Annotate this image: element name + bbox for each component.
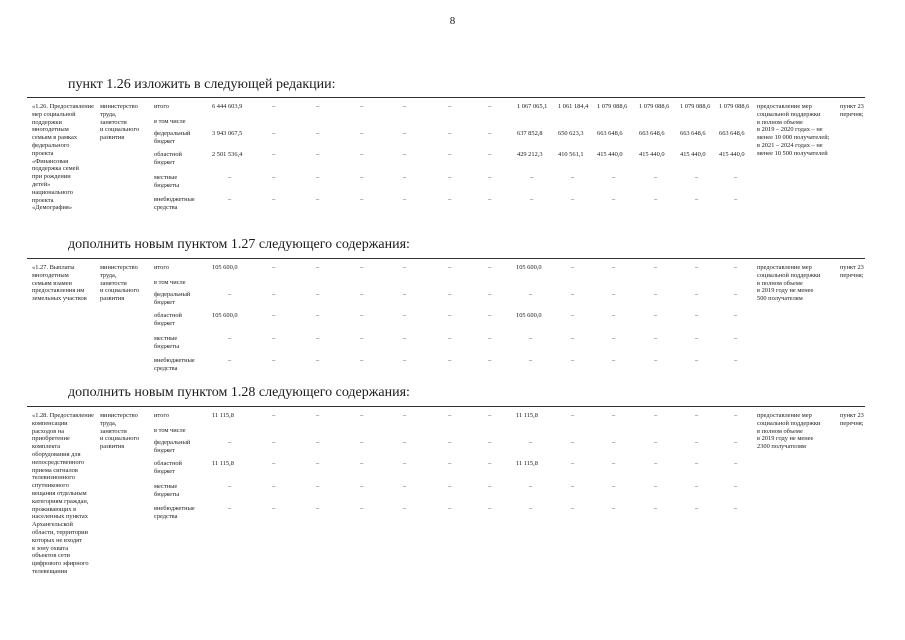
empty-dash: – — [612, 264, 616, 271]
year-value: 1 079 088,6 — [597, 103, 628, 110]
item-title: «1.27. Выплаты многодетным семьям взамен предоставления им земельных участков — [32, 264, 87, 303]
empty-dash: – — [360, 291, 364, 298]
empty-dash: – — [529, 439, 533, 446]
item-reference: пункт 23 перечня; — [840, 412, 864, 427]
item-executor: министерство труда, занятости и социального развития — [100, 412, 140, 451]
empty-dash: – — [695, 312, 699, 319]
empty-dash: – — [612, 291, 616, 298]
empty-dash: – — [228, 483, 232, 490]
empty-dash: – — [571, 483, 575, 490]
empty-dash: – — [403, 439, 407, 446]
section-heading: дополнить новым пунктом 1.27 следующего содержания: — [68, 237, 410, 252]
empty-dash: – — [448, 264, 452, 271]
empty-dash: – — [695, 505, 699, 512]
empty-dash: – — [316, 312, 320, 319]
empty-dash: – — [695, 196, 699, 203]
funding-source-label: итого — [154, 103, 169, 110]
empty-dash: – — [695, 357, 699, 364]
empty-dash: – — [734, 460, 738, 467]
empty-dash: – — [488, 264, 492, 271]
funding-source-label: областной бюджет — [154, 151, 182, 166]
empty-dash: – — [654, 460, 658, 467]
empty-dash: – — [403, 312, 407, 319]
year-value: 415 440,0 — [597, 151, 623, 158]
empty-dash: – — [488, 483, 492, 490]
empty-dash: – — [316, 174, 320, 181]
item-title: «1.26. Предоставление мер социальной поддержки многодетным семьям в рамках федерального проекта «Финансовая поддержка семей при рождении детей» национального проекта «Демография» — [32, 103, 94, 212]
empty-dash: – — [695, 412, 699, 419]
empty-dash: – — [272, 196, 276, 203]
empty-dash: – — [571, 312, 575, 319]
empty-dash: – — [360, 439, 364, 446]
empty-dash: – — [316, 439, 320, 446]
funding-source-label: областной бюджет — [154, 312, 182, 327]
empty-dash: – — [360, 357, 364, 364]
year-value: 1 067 065,1 — [517, 103, 548, 110]
table-top-rule — [27, 258, 865, 259]
empty-dash: – — [530, 196, 534, 203]
total-value: 6 444 603,9 — [212, 103, 243, 110]
empty-dash: – — [529, 291, 533, 298]
item-executor: министерство труда, занятости и социального развития — [100, 103, 140, 142]
empty-dash: – — [316, 357, 320, 364]
funding-source-label: итого — [154, 264, 169, 271]
empty-dash: – — [488, 335, 492, 342]
empty-dash: – — [488, 130, 492, 137]
empty-dash: – — [571, 264, 575, 271]
table-top-rule — [27, 406, 865, 407]
empty-dash: – — [695, 174, 699, 181]
item-title: «1.28. Предоставление компенсации расходов на приобретение комплекта оборудования для непосредственного приема сигналов телевизионного спутникового вещания отдельным категориям граждан, проживающих в населенных пунктах Архангельской области, территории которых не входят в зону охвата объектов сети цифрового эфирного телевещания — [32, 412, 94, 575]
empty-dash: – — [695, 335, 699, 342]
funding-source-label: областной бюджет — [154, 460, 182, 475]
empty-dash: – — [448, 291, 452, 298]
empty-dash: – — [488, 505, 492, 512]
empty-dash: – — [360, 264, 364, 271]
empty-dash: – — [654, 505, 658, 512]
empty-dash: – — [488, 174, 492, 181]
empty-dash: – — [272, 130, 276, 137]
funding-source-label: федеральный бюджет — [154, 439, 191, 454]
empty-dash: – — [734, 483, 738, 490]
empty-dash: – — [448, 357, 452, 364]
empty-dash: – — [448, 151, 452, 158]
empty-dash: – — [403, 412, 407, 419]
empty-dash: – — [448, 335, 452, 342]
empty-dash: – — [488, 439, 492, 446]
empty-dash: – — [272, 291, 276, 298]
empty-dash: – — [403, 483, 407, 490]
funding-source-label: федеральный бюджет — [154, 291, 191, 306]
empty-dash: – — [316, 335, 320, 342]
empty-dash: – — [448, 103, 452, 110]
empty-dash: – — [448, 460, 452, 467]
empty-dash: – — [734, 412, 738, 419]
empty-dash: – — [403, 505, 407, 512]
item-result: предоставление мер социальной поддержки в полном объеме в 2019 – 2020 годах – не менее 10 000 получателей; в 2021 – 2024 годах – не менее 10 500 получателей — [757, 103, 830, 157]
item-result: предоставление мер социальной поддержки в полном объеме в 2019 году не менее 500 получателям — [757, 264, 821, 303]
empty-dash: – — [734, 312, 738, 319]
empty-dash: – — [612, 505, 616, 512]
empty-dash: – — [734, 439, 738, 446]
empty-dash: – — [571, 460, 575, 467]
empty-dash: – — [272, 483, 276, 490]
empty-dash: – — [734, 335, 738, 342]
year-value: 415 440,0 — [719, 151, 745, 158]
empty-dash: – — [316, 130, 320, 137]
total-value: 11 115,8 — [212, 460, 234, 467]
empty-dash: – — [734, 264, 738, 271]
empty-dash: – — [360, 335, 364, 342]
empty-dash: – — [695, 291, 699, 298]
empty-dash: – — [272, 439, 276, 446]
empty-dash: – — [654, 439, 658, 446]
total-value: 3 943 067,5 — [212, 130, 243, 137]
year-value: 1 079 088,6 — [719, 103, 750, 110]
empty-dash: – — [695, 460, 699, 467]
empty-dash: – — [612, 312, 616, 319]
empty-dash: – — [448, 196, 452, 203]
empty-dash: – — [360, 130, 364, 137]
empty-dash: – — [448, 483, 452, 490]
empty-dash: – — [316, 412, 320, 419]
empty-dash: – — [488, 357, 492, 364]
page-number: 8 — [449, 15, 456, 27]
funding-source-label: внебюджетные средства — [154, 196, 195, 211]
empty-dash: – — [272, 174, 276, 181]
year-value: 1 079 088,6 — [680, 103, 711, 110]
empty-dash: – — [272, 103, 276, 110]
year-value: 11 115,8 — [516, 460, 538, 467]
empty-dash: – — [448, 312, 452, 319]
empty-dash: – — [488, 103, 492, 110]
empty-dash: – — [612, 460, 616, 467]
empty-dash: – — [571, 174, 575, 181]
empty-dash: – — [272, 335, 276, 342]
empty-dash: – — [654, 264, 658, 271]
empty-dash: – — [316, 151, 320, 158]
empty-dash: – — [612, 357, 616, 364]
empty-dash: – — [360, 412, 364, 419]
empty-dash: – — [488, 460, 492, 467]
empty-dash: – — [571, 505, 575, 512]
empty-dash: – — [654, 291, 658, 298]
year-value: 637 852,8 — [517, 130, 543, 137]
empty-dash: – — [734, 174, 738, 181]
empty-dash: – — [316, 505, 320, 512]
empty-dash: – — [530, 174, 534, 181]
section-heading: дополнить новым пунктом 1.28 следующего содержания: — [68, 385, 410, 400]
funding-source-label: местные бюджеты — [154, 335, 180, 350]
funding-source-label: итого — [154, 412, 169, 419]
funding-source-label: местные бюджеты — [154, 483, 180, 498]
year-value: 663 648,6 — [680, 130, 706, 137]
empty-dash: – — [360, 505, 364, 512]
empty-dash: – — [695, 439, 699, 446]
empty-dash: – — [571, 357, 575, 364]
empty-dash: – — [571, 439, 575, 446]
empty-dash: – — [448, 439, 452, 446]
empty-dash: – — [734, 357, 738, 364]
empty-dash: – — [695, 483, 699, 490]
year-value: 410 561,1 — [558, 151, 584, 158]
empty-dash: – — [612, 335, 616, 342]
empty-dash: – — [403, 130, 407, 137]
empty-dash: – — [272, 151, 276, 158]
empty-dash: – — [403, 196, 407, 203]
empty-dash: – — [360, 103, 364, 110]
total-value: 2 501 536,4 — [212, 151, 243, 158]
funding-source-label: в том числе — [154, 118, 186, 125]
table-top-rule — [27, 97, 865, 98]
empty-dash: – — [612, 483, 616, 490]
empty-dash: – — [488, 412, 492, 419]
year-value: 11 115,8 — [516, 412, 538, 419]
empty-dash: – — [734, 291, 738, 298]
empty-dash: – — [360, 483, 364, 490]
empty-dash: – — [360, 174, 364, 181]
year-value: 1 079 088,6 — [639, 103, 670, 110]
item-reference: пункт 23 перечня; — [840, 264, 864, 279]
empty-dash: – — [360, 151, 364, 158]
empty-dash: – — [612, 439, 616, 446]
empty-dash: – — [316, 196, 320, 203]
empty-dash: – — [403, 460, 407, 467]
section-heading: пункт 1.26 изложить в следующей редакции: — [68, 77, 336, 92]
year-value: 105 600,0 — [516, 312, 542, 319]
empty-dash: – — [403, 291, 407, 298]
empty-dash: – — [654, 412, 658, 419]
empty-dash: – — [654, 174, 658, 181]
empty-dash: – — [316, 103, 320, 110]
empty-dash: – — [403, 174, 407, 181]
empty-dash: – — [448, 174, 452, 181]
empty-dash: – — [612, 196, 616, 203]
empty-dash: – — [734, 505, 738, 512]
total-value: 11 115,8 — [212, 412, 234, 419]
empty-dash: – — [228, 357, 232, 364]
empty-dash: – — [654, 483, 658, 490]
empty-dash: – — [272, 505, 276, 512]
funding-source-label: внебюджетные средства — [154, 505, 195, 520]
empty-dash: – — [612, 174, 616, 181]
empty-dash: – — [228, 505, 232, 512]
empty-dash: – — [228, 439, 232, 446]
empty-dash: – — [316, 264, 320, 271]
empty-dash: – — [734, 196, 738, 203]
empty-dash: – — [272, 412, 276, 419]
empty-dash: – — [488, 291, 492, 298]
empty-dash: – — [316, 483, 320, 490]
empty-dash: – — [571, 291, 575, 298]
item-reference: пункт 23 перечня; — [840, 103, 864, 118]
item-result: предоставление мер социальной поддержки в полном объеме в 2019 году не менее 2300 получателям — [757, 412, 821, 451]
empty-dash: – — [571, 412, 575, 419]
empty-dash: – — [571, 335, 575, 342]
empty-dash: – — [448, 505, 452, 512]
empty-dash: – — [448, 412, 452, 419]
empty-dash: – — [488, 196, 492, 203]
empty-dash: – — [228, 291, 232, 298]
empty-dash: – — [612, 412, 616, 419]
item-executor: министерство труда, занятости и социального развития — [100, 264, 140, 303]
empty-dash: – — [529, 335, 533, 342]
funding-source-label: местные бюджеты — [154, 174, 180, 189]
empty-dash: – — [228, 174, 232, 181]
empty-dash: – — [654, 196, 658, 203]
empty-dash: – — [654, 335, 658, 342]
empty-dash: – — [403, 357, 407, 364]
year-value: 650 623,3 — [558, 130, 584, 137]
empty-dash: – — [360, 196, 364, 203]
empty-dash: – — [529, 505, 533, 512]
empty-dash: – — [272, 264, 276, 271]
empty-dash: – — [316, 460, 320, 467]
empty-dash: – — [403, 335, 407, 342]
empty-dash: – — [272, 460, 276, 467]
empty-dash: – — [488, 151, 492, 158]
year-value: 663 648,6 — [639, 130, 665, 137]
empty-dash: – — [529, 483, 533, 490]
total-value: 105 600,0 — [212, 312, 238, 319]
empty-dash: – — [403, 151, 407, 158]
year-value: 663 648,6 — [719, 130, 745, 137]
year-value: 429 212,3 — [517, 151, 543, 158]
empty-dash: – — [360, 460, 364, 467]
year-value: 415 440,0 — [639, 151, 665, 158]
year-value: 105 600,0 — [516, 264, 542, 271]
empty-dash: – — [695, 264, 699, 271]
empty-dash: – — [488, 312, 492, 319]
empty-dash: – — [316, 291, 320, 298]
empty-dash: – — [272, 357, 276, 364]
empty-dash: – — [228, 335, 232, 342]
funding-source-label: в том числе — [154, 427, 186, 434]
year-value: 663 648,6 — [597, 130, 623, 137]
year-value: 1 061 184,4 — [558, 103, 589, 110]
empty-dash: – — [529, 357, 533, 364]
empty-dash: – — [403, 264, 407, 271]
funding-source-label: внебюджетные средства — [154, 357, 195, 372]
empty-dash: – — [360, 312, 364, 319]
empty-dash: – — [228, 196, 232, 203]
funding-source-label: федеральный бюджет — [154, 130, 191, 145]
year-value: 415 440,0 — [680, 151, 706, 158]
funding-source-label: в том числе — [154, 279, 186, 286]
empty-dash: – — [654, 357, 658, 364]
total-value: 105 600,0 — [212, 264, 238, 271]
empty-dash: – — [403, 103, 407, 110]
empty-dash: – — [571, 196, 575, 203]
empty-dash: – — [654, 312, 658, 319]
empty-dash: – — [272, 312, 276, 319]
empty-dash: – — [448, 130, 452, 137]
